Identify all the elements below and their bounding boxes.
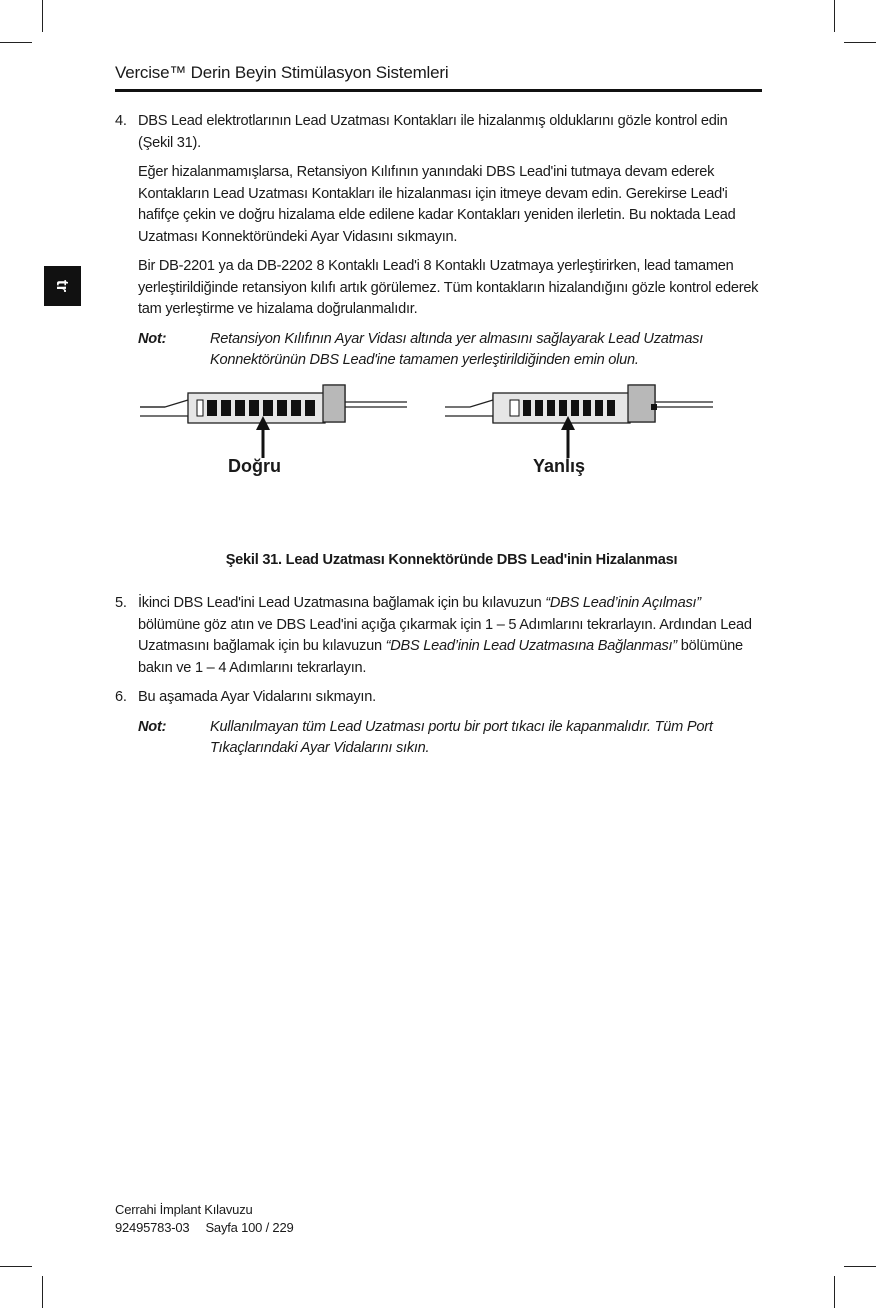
step-number: 4. xyxy=(115,113,127,129)
figure-label-correct: Doğru xyxy=(228,455,281,476)
page-content xyxy=(115,111,765,768)
figure-31 xyxy=(115,380,765,550)
note xyxy=(138,329,765,372)
footer-doc-line xyxy=(115,1219,294,1237)
crop-mark xyxy=(844,42,876,43)
footer-manual-title: Cerrahi İmplant Kılavuzu xyxy=(115,1202,253,1217)
step-paragraph: DBS Lead elektrotlarının Lead Uzatması Kontakları ile hizalanmış olduklarını gözle kontrol edin (Şekil 31). xyxy=(138,113,728,151)
crop-mark xyxy=(834,1276,835,1308)
lead-alignment-diagram xyxy=(115,380,765,510)
note-text: Retansiyon Kılıfının Ayar Vidası altında yer almasını sağlayarak Lead Uzatması Konnektörünün DBS Lead'ine tamamen yerleştirildiğinden emin olun. xyxy=(210,330,704,368)
step-text: bölümüne göz atın ve DBS Lead'ini açığa çıkarmak için 1 – 5 Adımlarını tekrarlayın. Ardından Lead Uzatmasını bağlamak için bu kılavuzun xyxy=(138,616,752,654)
step-6 xyxy=(115,687,765,709)
note-label: Not: xyxy=(138,718,167,735)
footer-doc-number: 92495783-03 xyxy=(115,1220,190,1235)
page-header-title: Vercise™ Derin Beyin Stimülasyon Sistemleri xyxy=(115,63,449,82)
crop-mark xyxy=(834,0,835,32)
cross-reference: “DBS Lead’inin Lead Uzatmasına Bağlanması” xyxy=(385,638,677,654)
figure-label-wrong: Yanlış xyxy=(533,455,586,476)
correct-lead-contacts xyxy=(197,400,315,416)
figure-caption: Şekil 31. Lead Uzatması Konnektöründe DBS Lead'inin Hizalanması xyxy=(225,551,678,568)
note xyxy=(138,717,765,760)
crop-mark xyxy=(0,42,32,43)
header-divider xyxy=(115,89,762,92)
page-footer xyxy=(115,1201,294,1237)
language-tab-label: tr xyxy=(53,279,73,293)
cross-reference: “DBS Lead’inin Açılması” xyxy=(545,595,701,611)
note-label: Not: xyxy=(138,330,167,347)
step-number: 5. xyxy=(115,595,127,611)
crop-mark xyxy=(42,0,43,32)
crop-mark xyxy=(844,1266,876,1267)
crop-mark xyxy=(42,1276,43,1308)
step-paragraph: Eğer hizalanmamışlarsa, Retansiyon Kılıfının yanındaki DBS Lead'ini tutmaya devam ederek Kontakların Lead Uzatması Kontakları ile hizalanması için itmeye devam edin. Gerekirse Lead'i hafifçe çekin ve doğru hizalama elde edilene kadar Kontakları yeniden ilerletin. Bu noktada Lead Uzatması Konnektöründeki Ayar Vidasını sıkmayın. xyxy=(138,164,736,245)
step-4 xyxy=(115,111,765,321)
correct-alignment-connector xyxy=(140,385,407,423)
crop-mark xyxy=(0,1266,32,1267)
step-5 xyxy=(115,593,765,679)
step-paragraph: Bir DB-2201 ya da DB-2202 8 Kontaklı Lead'i 8 Kontaklı Uzatmaya yerleştirirken, lead tamamen yerleştirildiğinde retansiyon kılıfı artık görülemez. Tüm kontakların hizalandığını gözle kontrol ederek tam yerleştirme ve hizalama doğrulanmalıdır. xyxy=(138,258,759,317)
footer-page-number: Sayfa 100 / 229 xyxy=(205,1220,294,1235)
step-paragraph xyxy=(138,593,765,679)
step-number: 6. xyxy=(115,689,127,705)
step-text: İkinci DBS Lead'ini Lead Uzatmasına bağlamak için bu kılavuzun xyxy=(138,595,546,611)
step-text: bölümüne bakın ve 1 – 4 Adımlarını tekrarlayın. xyxy=(138,638,743,676)
language-tab xyxy=(44,266,81,306)
step-paragraph: Bu aşamada Ayar Vidalarını sıkmayın. xyxy=(138,689,376,705)
note-text: Kullanılmayan tüm Lead Uzatması portu bir port tıkacı ile kapanmalıdır. Tüm Port Tıkaçlarındaki Ayar Vidalarını sıkın. xyxy=(210,718,713,756)
